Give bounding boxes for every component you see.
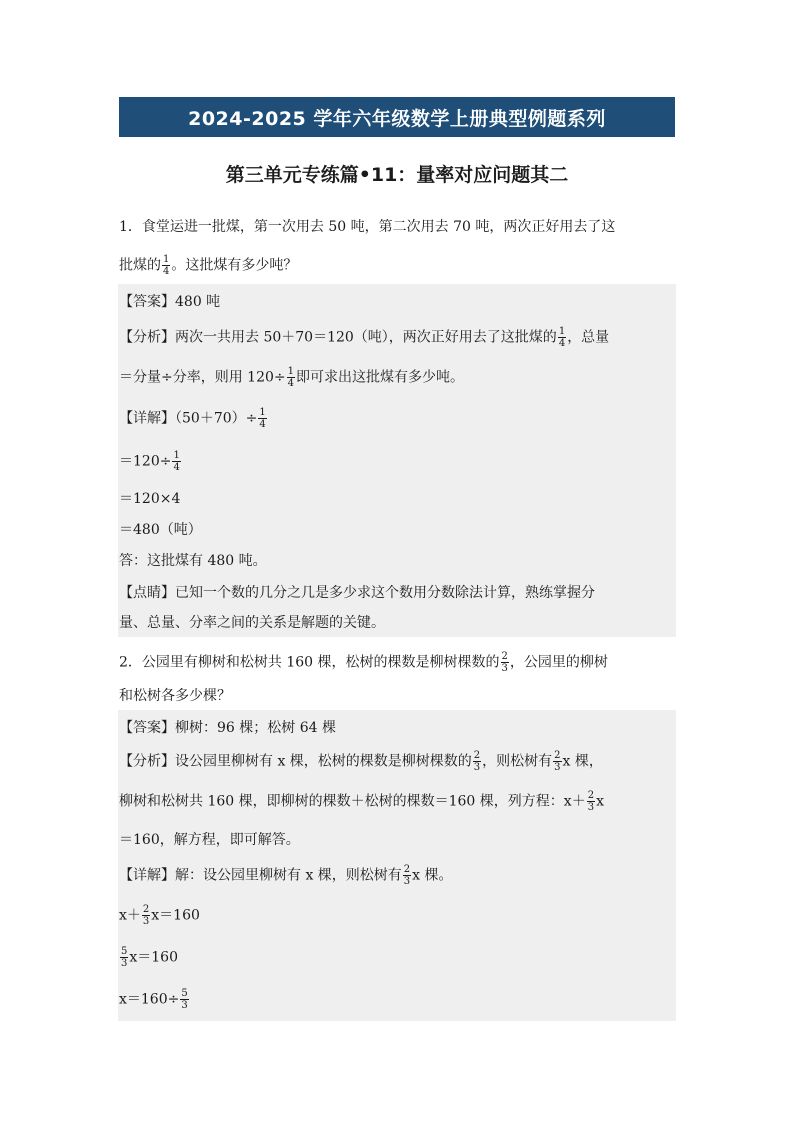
- detail-1-step3: ＝480（吨）: [119, 522, 202, 538]
- unit-title: 第三单元专练篇•11：量率对应问题其二: [225, 164, 569, 186]
- fraction: $\frac{1}{4}$: [287, 366, 295, 389]
- problem-2-text-line1: 2．公园里有柳树和松树共 160 棵，松树的棵数是柳树棵数的 $\frac{2}{3}$ ，公园里的柳树: [119, 651, 608, 674]
- analysis-1-line2: ＝分量÷分率，则用 120÷ $\frac{1}{4}$ 即可求出这批煤有多少吨。: [119, 366, 465, 389]
- problem-2-text-line2: 和松树各多少棵？: [119, 688, 231, 704]
- reply-1: 答：这批煤有 480 吨。: [119, 553, 267, 569]
- fraction: $\frac{5}{3}$: [181, 988, 188, 1011]
- detail-1-line1: 【详解】（50＋70）÷ $\frac{1}{4}$: [119, 407, 266, 430]
- detail-1-step1: ＝120÷ $\frac{1}{4}$: [119, 450, 180, 473]
- fraction: $\frac{2}{3}$: [587, 790, 595, 813]
- analysis-2-line2: 柳树和松树共 160 棵，即柳树的棵数＋松树的棵数＝160 棵，列方程：x＋ $\frac{2}{3}$ x: [119, 790, 604, 813]
- series-title: 2024-2025 学年六年级数学上册典型例题系列: [188, 107, 606, 130]
- detail-2-line1: 【详解】解：设公园里柳树有 x 棵，则松树有 $\frac{2}{3}$ x 棵。: [119, 864, 453, 887]
- analysis-1-line1: 【分析】两次一共用去 50＋70＝120（吨），两次正好用去了这批煤的 $\frac{1}{4}$ ，总量: [119, 326, 610, 349]
- series-title-banner: [119, 97, 675, 137]
- fraction: $\frac{1}{4}$: [558, 326, 566, 349]
- fraction: $\frac{2}{3}$: [554, 750, 561, 773]
- fraction: $\frac{2}{3}$: [403, 864, 411, 887]
- fraction: $\frac{1}{4}$: [259, 407, 266, 430]
- problem-1-text-line1: 1．食堂运进一批煤，第一次用去 50 吨，第二次用去 70 吨，两次正好用去了这: [119, 219, 616, 235]
- answer-1: 【答案】480 吨: [119, 294, 221, 310]
- fraction: $\frac{1}{4}$: [173, 450, 180, 473]
- fraction: $\frac{2}{3}$: [473, 750, 481, 773]
- equation-step1: x＋ $\frac{2}{3}$ x＝160: [119, 904, 200, 927]
- equation-step2: $\frac{5}{3}$ x＝160: [121, 946, 178, 969]
- equation-step3: x＝160÷ $\frac{5}{3}$: [119, 988, 188, 1011]
- fraction: $\frac{1}{4}$: [163, 254, 170, 277]
- problem-1-text-line2: 批煤的 $\frac{1}{4}$ 。这批煤有多少吨？: [119, 254, 298, 277]
- note-1-line2: 量、总量、分率之间的关系是解题的关键。: [119, 615, 385, 631]
- note-1-line1: 【点睛】已知一个数的几分之几是多少求这个数用分数除法计算，熟练掌握分: [119, 585, 595, 601]
- answer-2: 【答案】柳树：96 棵；松树 64 棵: [119, 720, 336, 736]
- fraction: $\frac{2}{3}$: [501, 651, 508, 674]
- analysis-2-line3: ＝160，解方程，即可解答。: [119, 832, 300, 848]
- fraction: $\frac{5}{3}$: [121, 946, 128, 969]
- detail-1-step2: ＝120×4: [119, 491, 181, 507]
- analysis-2-line1: 【分析】设公园里柳树有 x 棵，松树的棵数是柳树棵数的 $\frac{2}{3}$ ，则松树有 $\frac{2}{3}$ x 棵，: [119, 750, 603, 773]
- fraction: $\frac{2}{3}$: [142, 904, 150, 927]
